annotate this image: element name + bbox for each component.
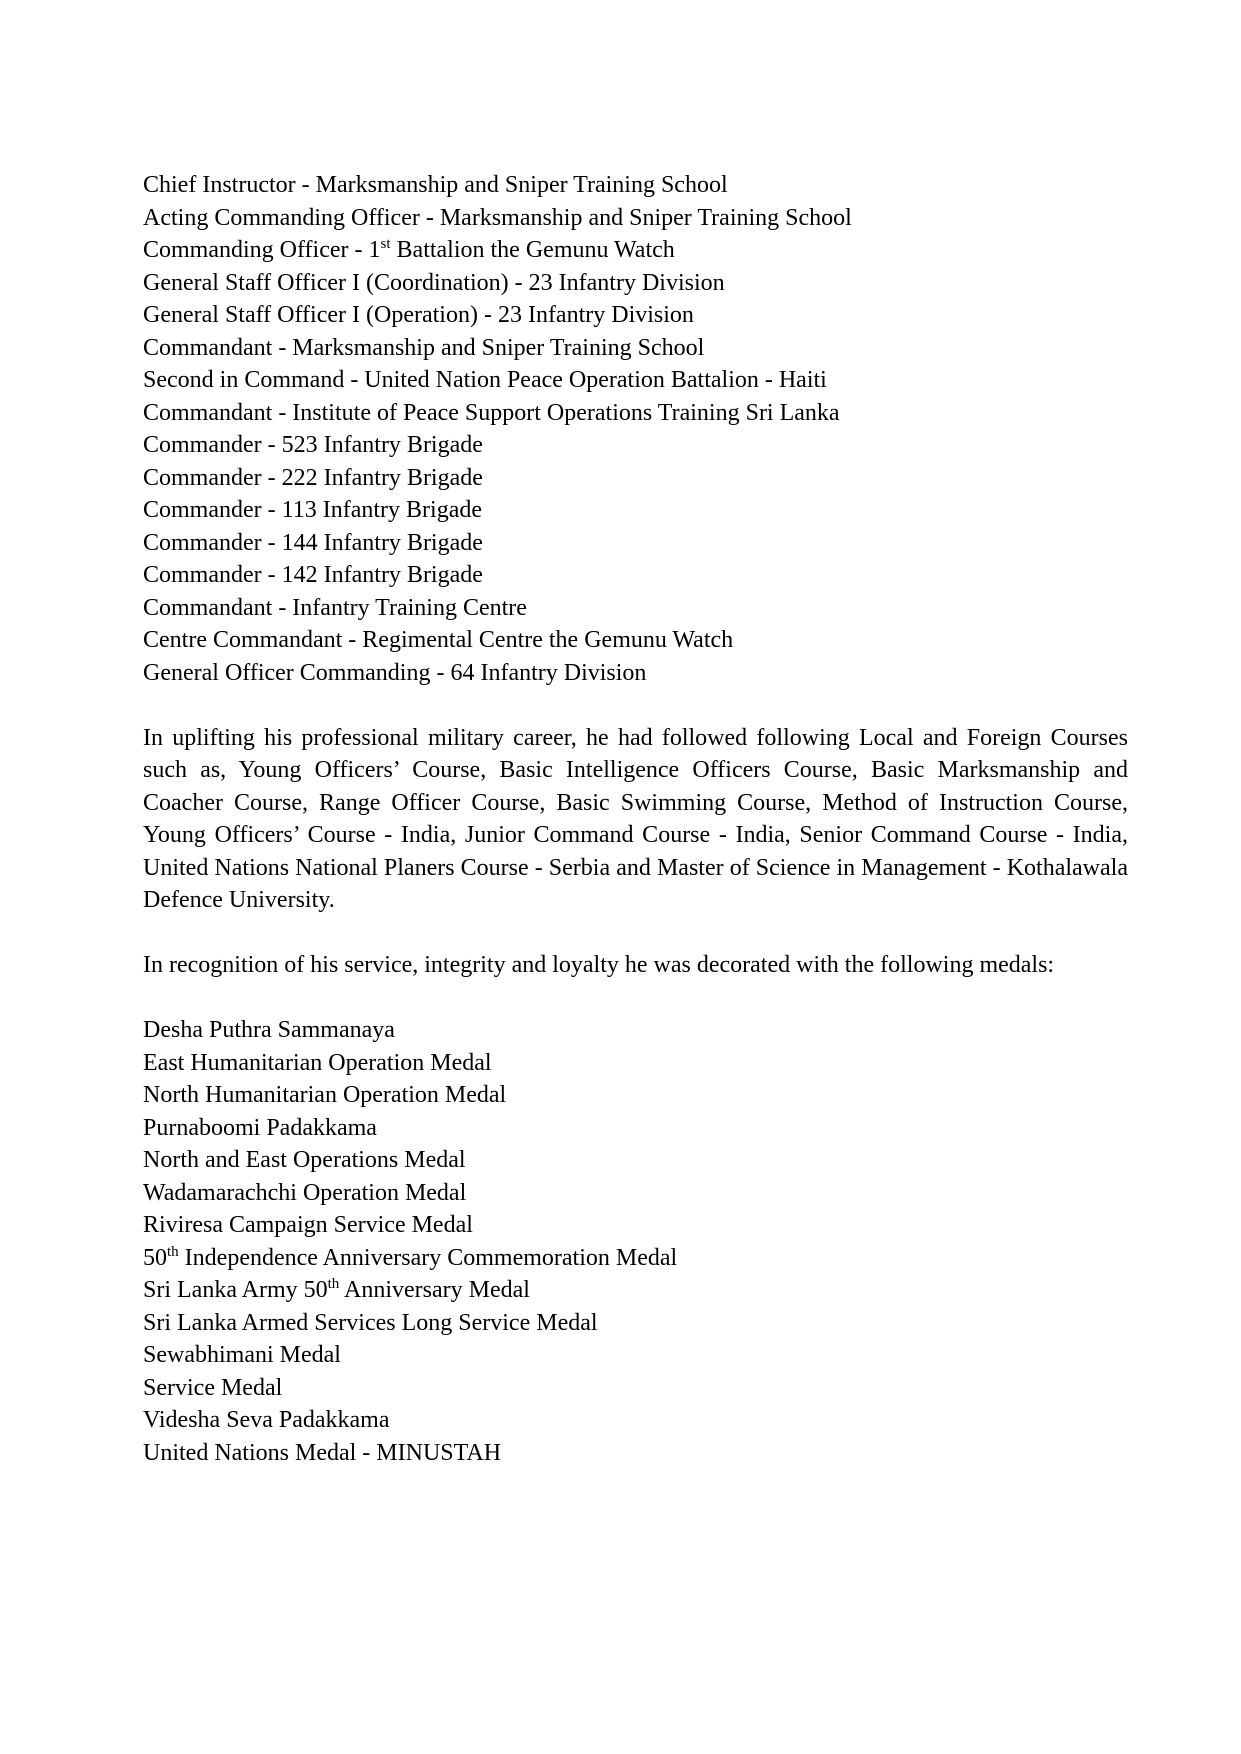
medal-item xyxy=(143,1274,1128,1307)
appointment-item: Commandant - Marksmanship and Sniper Training School xyxy=(143,334,705,361)
medal-item: East Humanitarian Operation Medal xyxy=(143,1049,492,1076)
spacer xyxy=(143,689,1128,722)
appointment-item: Commander - 222 Infantry Brigade xyxy=(143,464,483,491)
medal-item-text: Sri Lanka Army 50 xyxy=(143,1277,328,1303)
ordinal-suffix: th xyxy=(167,1243,179,1260)
ordinal-suffix: st xyxy=(380,236,391,252)
appointment-item: Commander - 113 Infantry Brigade xyxy=(143,497,483,523)
ordinal-suffix: th xyxy=(327,1276,340,1292)
medal-item xyxy=(143,1242,1128,1275)
medal-item: Sewabhimani Medal xyxy=(143,1342,341,1368)
medal-item: Videsha Seva Padakkama xyxy=(143,1407,390,1433)
medal-item: Desha Puthra Sammanaya xyxy=(143,1017,395,1043)
appointment-item: Acting Commanding Officer - Marksmanship and Sniper Training School xyxy=(143,204,852,231)
medal-item: United Nations Medal - MINUSTAH xyxy=(143,1439,502,1466)
medals-intro-paragraph: In recognition of his service, integrity and loyalty he was decorated with the following medals: xyxy=(143,952,1055,978)
document-page xyxy=(143,169,1128,1469)
medal-item: Wadamarachchi Operation Medal xyxy=(143,1179,467,1206)
appointments-list xyxy=(143,169,1128,689)
spacer xyxy=(143,917,1128,950)
medal-item-text: Independence Anniversary Commemoration Medal xyxy=(178,1244,678,1271)
appointment-item: Chief Instructor - Marksmanship and Sniper Training School xyxy=(143,172,728,198)
appointment-item xyxy=(143,234,1128,267)
medal-item: Sri Lanka Armed Services Long Service Medal xyxy=(143,1309,598,1336)
medal-item-text: 50 xyxy=(143,1244,167,1271)
appointment-item: Commander - 523 Infantry Brigade xyxy=(143,432,483,458)
spacer xyxy=(143,982,1128,1015)
appointment-item: Centre Commandant - Regimental Centre the Gemunu Watch xyxy=(143,627,734,653)
medal-item: Purnaboomi Padakkama xyxy=(143,1114,377,1141)
medal-item-text: Anniversary Medal xyxy=(339,1277,530,1303)
appointment-item: Commandant - Infantry Training Centre xyxy=(143,594,527,621)
appointment-item-text: Battalion the Gemunu Watch xyxy=(390,237,675,263)
appointment-item: General Officer Commanding - 64 Infantry Division xyxy=(143,659,647,686)
appointment-item-text: Commanding Officer - 1 xyxy=(143,237,381,263)
courses-paragraph: In uplifting his professional military career, he had followed following Local and Foreign Courses such as, Young Officers’ Course, Basic Intelligence Officers Course, Basic Marksmanship and Coacher Course, Range Officer Course, Basic Swimming Course, Method of Instruction Course, Young Officers’ Course - India, Junior Command Course - India, Senior Command Course - India, United Nations National Planers Course - Serbia and Master of Science in Management - Kothalawala Defence University. xyxy=(143,724,1128,913)
appointment-item: Commander - 142 Infantry Brigade xyxy=(143,562,483,588)
medal-item: Riviresa Campaign Service Medal xyxy=(143,1212,473,1238)
medals-list xyxy=(143,1014,1128,1469)
appointment-item: General Staff Officer I (Coordination) - 23 Infantry Division xyxy=(143,269,725,296)
appointment-item: Commander - 144 Infantry Brigade xyxy=(143,529,483,556)
medal-item: North and East Operations Medal xyxy=(143,1147,466,1173)
appointment-item: General Staff Officer I (Operation) - 23 Infantry Division xyxy=(143,302,694,328)
medal-item: North Humanitarian Operation Medal xyxy=(143,1082,507,1108)
appointment-item: Second in Command - United Nation Peace Operation Battalion - Haiti xyxy=(143,367,827,393)
appointment-item: Commandant - Institute of Peace Support Operations Training Sri Lanka xyxy=(143,399,840,426)
medal-item: Service Medal xyxy=(143,1374,283,1401)
